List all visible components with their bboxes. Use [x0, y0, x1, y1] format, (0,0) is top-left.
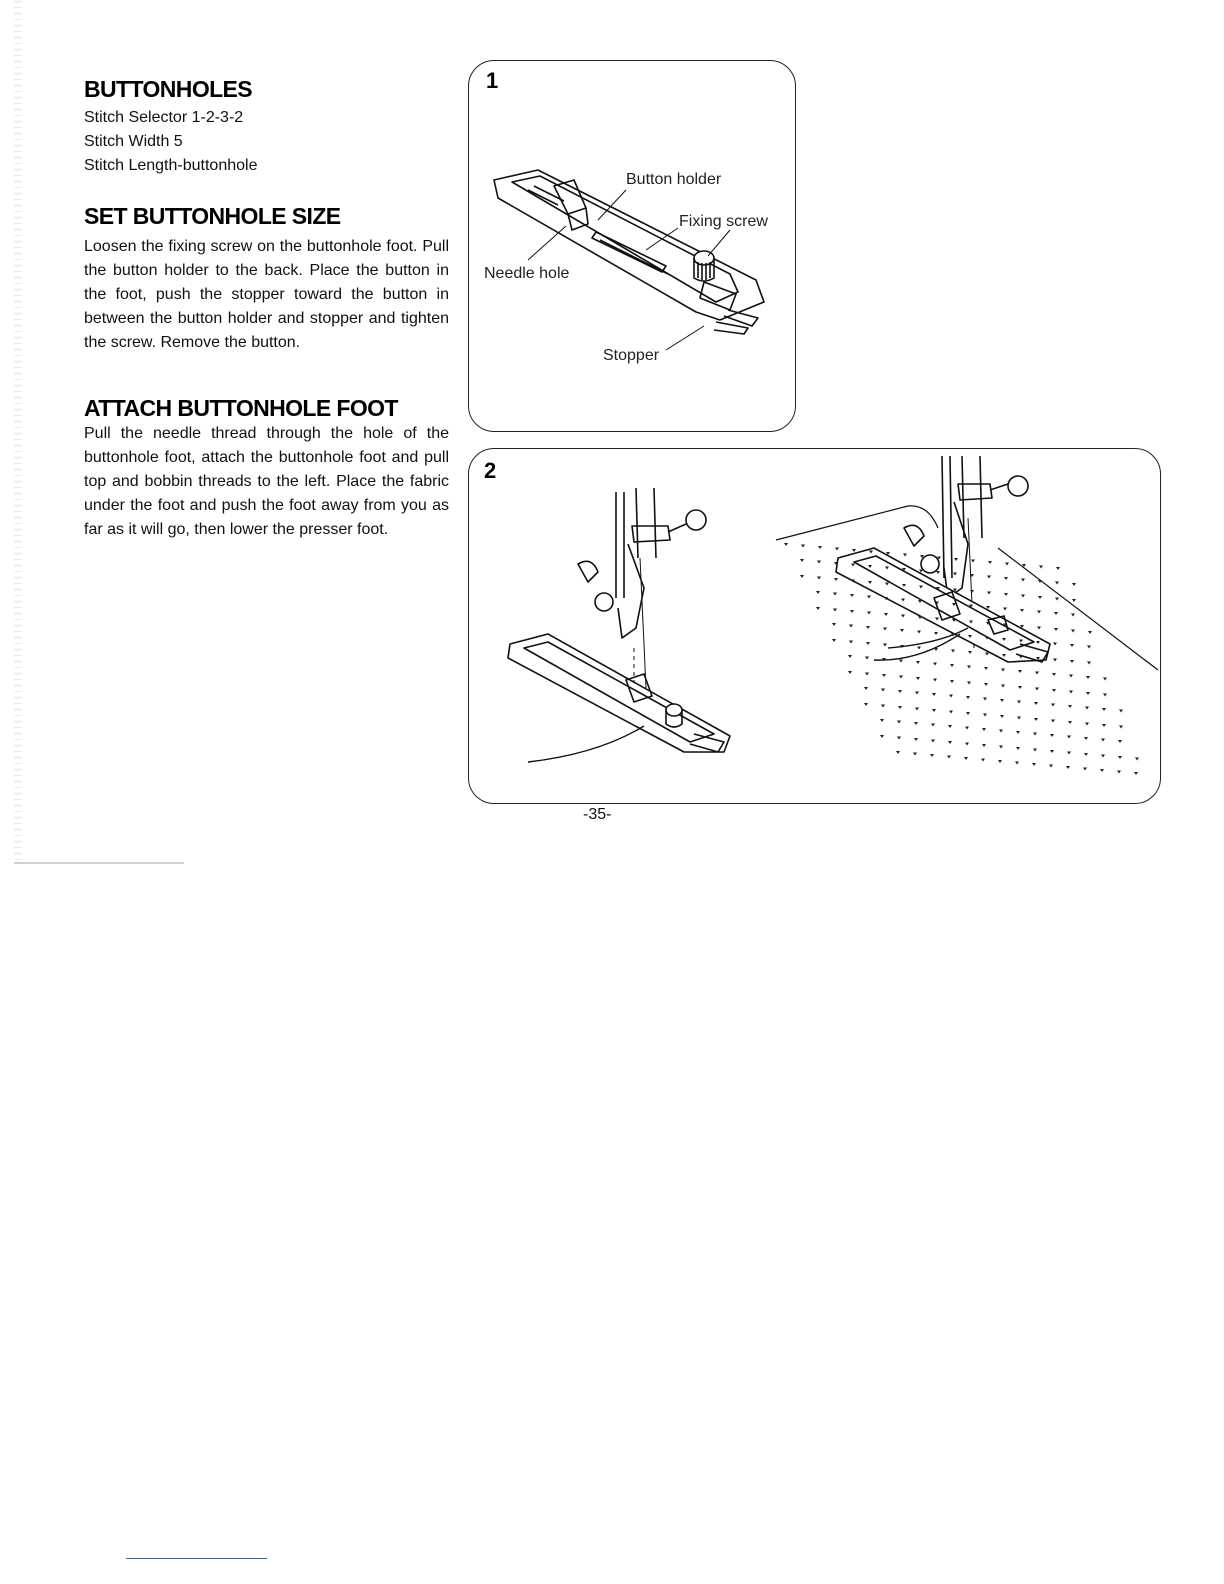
fabric-dot [999, 746, 1003, 749]
fabric-dot [1118, 740, 1122, 743]
fabric-dot [881, 705, 885, 708]
fabric-dot [965, 743, 969, 746]
fabric-dot [915, 708, 919, 711]
fabric-dot [1003, 608, 1007, 611]
fabric-dot [1119, 726, 1123, 729]
fabric-dot [1087, 662, 1091, 665]
fabric-dot [1015, 762, 1019, 765]
fabric-dot [1068, 721, 1072, 724]
fabric-dot [950, 680, 954, 683]
fabric-dot [964, 757, 968, 760]
fabric-dot [903, 554, 907, 557]
fabric-dot [1018, 686, 1022, 689]
fabric-dot [1051, 720, 1055, 723]
fabric-dot [916, 677, 920, 680]
fabric-dot [817, 561, 821, 564]
fabric-dot [1004, 577, 1008, 580]
fabric-dot [970, 590, 974, 593]
fabric-dot [1070, 660, 1074, 663]
fabric-dot [880, 735, 884, 738]
fabric-dot [1037, 627, 1041, 630]
fabric-dot [998, 760, 1002, 763]
fabric-dot [1038, 596, 1042, 599]
paragraph-attach-foot: Pull the needle thread through the hole of the buttonhole foot, attach the buttonhole foot and pull top and bobbin threads to the left. Place the fabric under the foot and push the foot away from you as far as it will go, then lower the presser foot. [84, 425, 449, 538]
fabric-dot [948, 741, 952, 744]
fabric-dot [800, 575, 804, 578]
fabric-dot [934, 632, 938, 635]
fabric-dot [865, 673, 869, 676]
fabric-dot [1052, 673, 1056, 676]
figure-1-number: 1 [486, 68, 499, 93]
fabric-dot [1018, 670, 1022, 673]
fabric-dot [1033, 733, 1037, 736]
fabric-dot [985, 653, 989, 656]
fabric-dot [1017, 701, 1021, 704]
fabric-dot [1103, 678, 1107, 681]
fabric-dot [835, 548, 839, 551]
fabric-dot [1083, 768, 1087, 771]
fabric-dot [1053, 643, 1057, 646]
fabric-dot [1032, 763, 1036, 766]
fabric-dot [932, 709, 936, 712]
fabric-dot [899, 660, 903, 663]
fabric-dot [1049, 765, 1053, 768]
fabric-dot [1103, 694, 1107, 697]
fabric-dot [897, 721, 901, 724]
fabric-dot [883, 644, 887, 647]
fabric-dot [1056, 567, 1060, 570]
fabric-dot [1055, 582, 1059, 585]
fabric-dot [1085, 723, 1089, 726]
fabric-dot [848, 671, 852, 674]
paragraph-set-size: Loosen the fixing screw on the buttonhole foot. Pull the button holder to the back. Place the button in the foot, push the stopper toward the button in between the button holder and stopper and tighten the screw. Remove the button. [84, 238, 449, 351]
fabric-dot [1000, 699, 1004, 702]
attach-foot-illustration [468, 448, 1159, 802]
fabric-dot [931, 740, 935, 743]
fabric-dot [1084, 753, 1088, 756]
fabric-dot [1087, 646, 1091, 649]
fabric-dot [832, 639, 836, 642]
fabric-dot [1055, 598, 1059, 601]
fabric-dot [867, 612, 871, 615]
fabric-dot [981, 759, 985, 762]
fabric-dot [983, 698, 987, 701]
fabric-dot [936, 571, 940, 574]
fabric-dot [965, 727, 969, 730]
fabric-dot [897, 737, 901, 740]
fabric-dot [818, 546, 822, 549]
fabric-dot [1101, 755, 1105, 758]
fabric-dot [816, 607, 820, 610]
fabric-dot [1085, 707, 1089, 710]
fabric-dot [784, 543, 788, 546]
fabric-dot [900, 629, 904, 632]
fabric-dot [1039, 566, 1043, 569]
fabric-dot [954, 558, 958, 561]
fabric-dot [801, 545, 805, 548]
fabric-dot [816, 591, 820, 594]
fabric-dot [1005, 563, 1009, 566]
fabric-dot [1069, 691, 1073, 694]
fabric-dot [1071, 614, 1075, 617]
fabric-dot [1017, 717, 1021, 720]
fabric-dot [982, 728, 986, 731]
fabric-dot [1101, 739, 1105, 742]
spec-stitch-length: Stitch Length-buttonhole [84, 157, 258, 174]
fabric-dot [1050, 750, 1054, 753]
fabric-dot [867, 596, 871, 599]
page-number: -35- [583, 806, 612, 823]
fabric-dot [1118, 756, 1122, 759]
fabric-dot [864, 703, 868, 706]
fabric-dot [1100, 769, 1104, 772]
fabric-dot [833, 609, 837, 612]
fabric-dot [1088, 631, 1092, 634]
fabric-dot [1086, 676, 1090, 679]
fabric-dot [1035, 688, 1039, 691]
fabric-dot [1000, 715, 1004, 718]
label-fixing-screw: Fixing screw [679, 213, 768, 230]
fabric-dot [1117, 771, 1121, 774]
fabric-dot [833, 593, 837, 596]
fabric-dot [947, 756, 951, 759]
fabric-dot [896, 751, 900, 754]
fabric-dot [966, 696, 970, 699]
fabric-dot [852, 549, 856, 552]
fabric-dot [1033, 749, 1037, 752]
label-button-holder: Button holder [626, 171, 722, 188]
spec-stitch-width: Stitch Width 5 [84, 133, 183, 150]
fabric-dot [882, 674, 886, 677]
fabric-dot [1021, 579, 1025, 582]
fabric-dot [1071, 630, 1075, 633]
fabric-dot [914, 722, 918, 725]
fabric-dot [1016, 731, 1020, 734]
fabric-dot [984, 683, 988, 686]
fabric-dot [898, 706, 902, 709]
fabric-dot [1119, 710, 1123, 713]
fabric-dot [1102, 724, 1106, 727]
fabric-dot [1070, 644, 1074, 647]
fabric-dot [865, 657, 869, 660]
fabric-dot [1050, 734, 1054, 737]
blue-rule [126, 1558, 267, 1559]
fabric-dot [866, 626, 870, 629]
fabric-dot [913, 753, 917, 756]
scan-edge-artifact [14, 0, 22, 862]
figure-2-number: 2 [484, 458, 497, 483]
fabric-dot [949, 711, 953, 714]
fabric-dot [1053, 659, 1057, 662]
fabric-dot [966, 712, 970, 715]
fabric-dot [967, 682, 971, 685]
fabric-dot [931, 724, 935, 727]
fabric-dot [1134, 772, 1138, 775]
fabric-dot [800, 559, 804, 562]
scan-bottom-artifact [14, 862, 184, 864]
heading-buttonholes: BUTTONHOLES [84, 76, 253, 102]
fabric-dot [916, 661, 920, 664]
fabric-dot [881, 689, 885, 692]
fabric-dot [1034, 718, 1038, 721]
fabric-dot [914, 738, 918, 741]
fabric-dot [987, 592, 991, 595]
fabric-dot [948, 725, 952, 728]
fabric-dot [1016, 747, 1020, 750]
fabric-dot [849, 625, 853, 628]
fabric-dot [884, 613, 888, 616]
fabric-dot [1067, 736, 1071, 739]
fabric-dot [883, 628, 887, 631]
fabric-dot [1034, 702, 1038, 705]
fabric-dot [917, 631, 921, 634]
fabric-dot [832, 623, 836, 626]
fabric-dot [850, 610, 854, 613]
buttonhole-foot-illustration [468, 60, 794, 430]
fabric-dot [1052, 689, 1056, 692]
fabric-dot [899, 676, 903, 679]
fabric-dot [982, 744, 986, 747]
fabric-dot [880, 719, 884, 722]
fabric-dot [971, 560, 975, 563]
fabric-dot [1066, 766, 1070, 769]
fabric-dot [950, 664, 954, 667]
fabric-dot [988, 561, 992, 564]
fabric-dot [915, 692, 919, 695]
fabric-dot [967, 666, 971, 669]
fabric-dot [1086, 692, 1090, 695]
fabric-dot [999, 730, 1003, 733]
fabric-dot [849, 641, 853, 644]
fabric-dot [968, 651, 972, 654]
fabric-dot [866, 642, 870, 645]
fabric-dot [1037, 611, 1041, 614]
fabric-dot [834, 578, 838, 581]
fabric-dot [1069, 675, 1073, 678]
fabric-dot [917, 647, 921, 650]
fabric-dot [1035, 672, 1039, 675]
fabric-dot [898, 690, 902, 693]
fabric-dot [949, 695, 953, 698]
fabric-dot [1004, 593, 1008, 596]
fabric-dot [864, 687, 868, 690]
spec-stitch-selector: Stitch Selector 1-2-3-2 [84, 109, 244, 126]
fabric-dot [933, 679, 937, 682]
fabric-dot [848, 655, 852, 658]
fabric-dot [1020, 609, 1024, 612]
fabric-dot [817, 577, 821, 580]
fabric-dot [1072, 599, 1076, 602]
fabric-dot [1051, 704, 1055, 707]
label-needle-hole: Needle hole [484, 265, 570, 282]
fabric-dot [932, 693, 936, 696]
heading-set-buttonhole-size: SET BUTTONHOLE SIZE [84, 203, 341, 229]
fabric-dot [930, 754, 934, 757]
fabric-dot [901, 615, 905, 618]
fabric-dot [951, 650, 955, 653]
heading-attach-buttonhole-foot: ATTACH BUTTONHOLE FOOT [84, 395, 398, 421]
fabric-dot [1067, 752, 1071, 755]
fabric-dot [850, 594, 854, 597]
fabric-dot [1102, 708, 1106, 711]
fabric-dot [984, 667, 988, 670]
fabric-dot [1054, 612, 1058, 615]
fabric-dot [1021, 595, 1025, 598]
fabric-dot [1001, 685, 1005, 688]
fabric-dot [933, 663, 937, 666]
fabric-dot [1084, 737, 1088, 740]
fabric-dot [1068, 705, 1072, 708]
fabric-dot [953, 573, 957, 576]
fabric-dot [1054, 628, 1058, 631]
fabric-dot [983, 714, 987, 717]
fabric-dot [934, 648, 938, 651]
fabric-dot [987, 576, 991, 579]
fabric-dot [1001, 669, 1005, 672]
fabric-dot [1072, 583, 1076, 586]
fabric-dot [1135, 758, 1139, 761]
label-stopper: Stopper [603, 347, 660, 364]
